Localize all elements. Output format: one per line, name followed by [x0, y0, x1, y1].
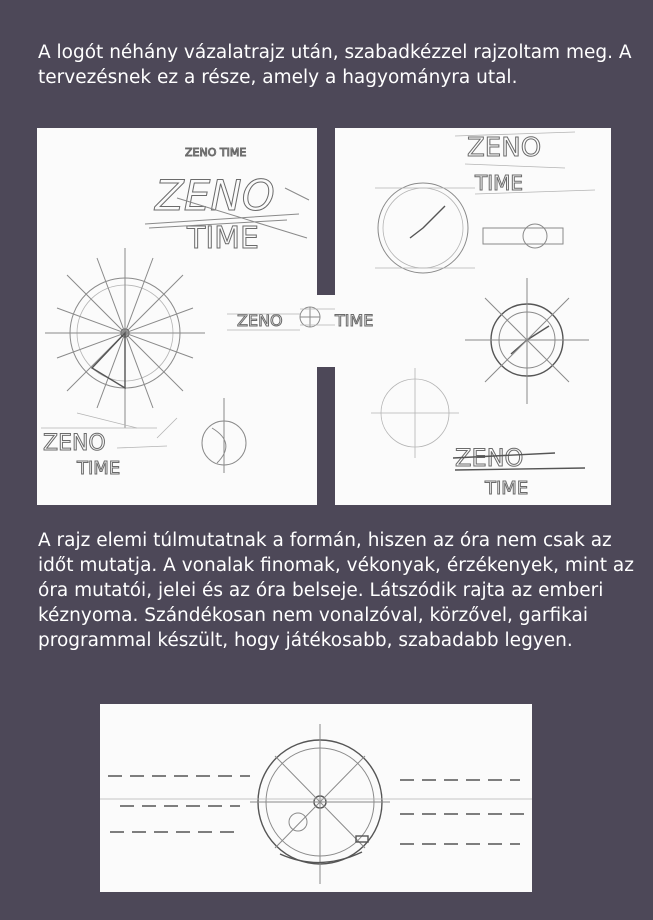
intro-paragraph: A logót néhány vázalatrajz után, szabadkézzel rajzoltam meg. A tervezésnek ez a része, amely a hagyományra utal.	[38, 42, 632, 88]
sketch-detailed-clock	[465, 278, 589, 404]
sketch-faint-circle	[371, 368, 459, 458]
sketch-small-logo: ZENO TIME	[185, 146, 247, 159]
sketch-sheet-left	[37, 128, 317, 505]
sketch-bottom-logo-time: TIME	[485, 478, 529, 499]
sketch-bottom-drawing	[100, 704, 532, 892]
sketch-sunburst-clock	[45, 248, 205, 438]
sketch-sheet-right	[335, 128, 611, 505]
sketch-small-circle	[202, 398, 246, 473]
sketch-top-logo-zeno: ZENO	[467, 133, 542, 163]
sketch-left-drawing	[37, 128, 317, 505]
sketch-bottom-logo-zeno: ZENO	[455, 444, 524, 472]
sketch-wristwatch	[375, 183, 563, 273]
body-paragraph: A rajz elemi túlmutatnak a formán, hiszen az óra nem csak az időt mutatja. A vonalak finomak, vékonyak, érzékenyek, mint az óra mutatói, jelei és az óra belseje. Látszódik rajta az emberi kéznyoma. Szándékosan nem vonalzóval, körzővel, garfikai programmal készült, hogy játékosabb, szabadabb legyen.	[38, 530, 634, 651]
sketch-center-logo-time: TIME	[335, 311, 374, 330]
sketch-corner-logo-time: TIME	[77, 458, 121, 479]
sketch-top-logo-time: TIME	[475, 171, 524, 195]
sketch-center-logo-zeno: ZENO	[237, 311, 283, 330]
sketch-clock-construction	[250, 724, 390, 884]
sketch-logo-zeno: ZENO	[155, 171, 275, 220]
sketch-corner-logo-zeno: ZENO	[43, 431, 106, 456]
sketch-sheet-bottom	[100, 704, 532, 892]
sketch-right-drawing	[335, 128, 611, 505]
sketch-logo-time: TIME	[187, 221, 260, 256]
